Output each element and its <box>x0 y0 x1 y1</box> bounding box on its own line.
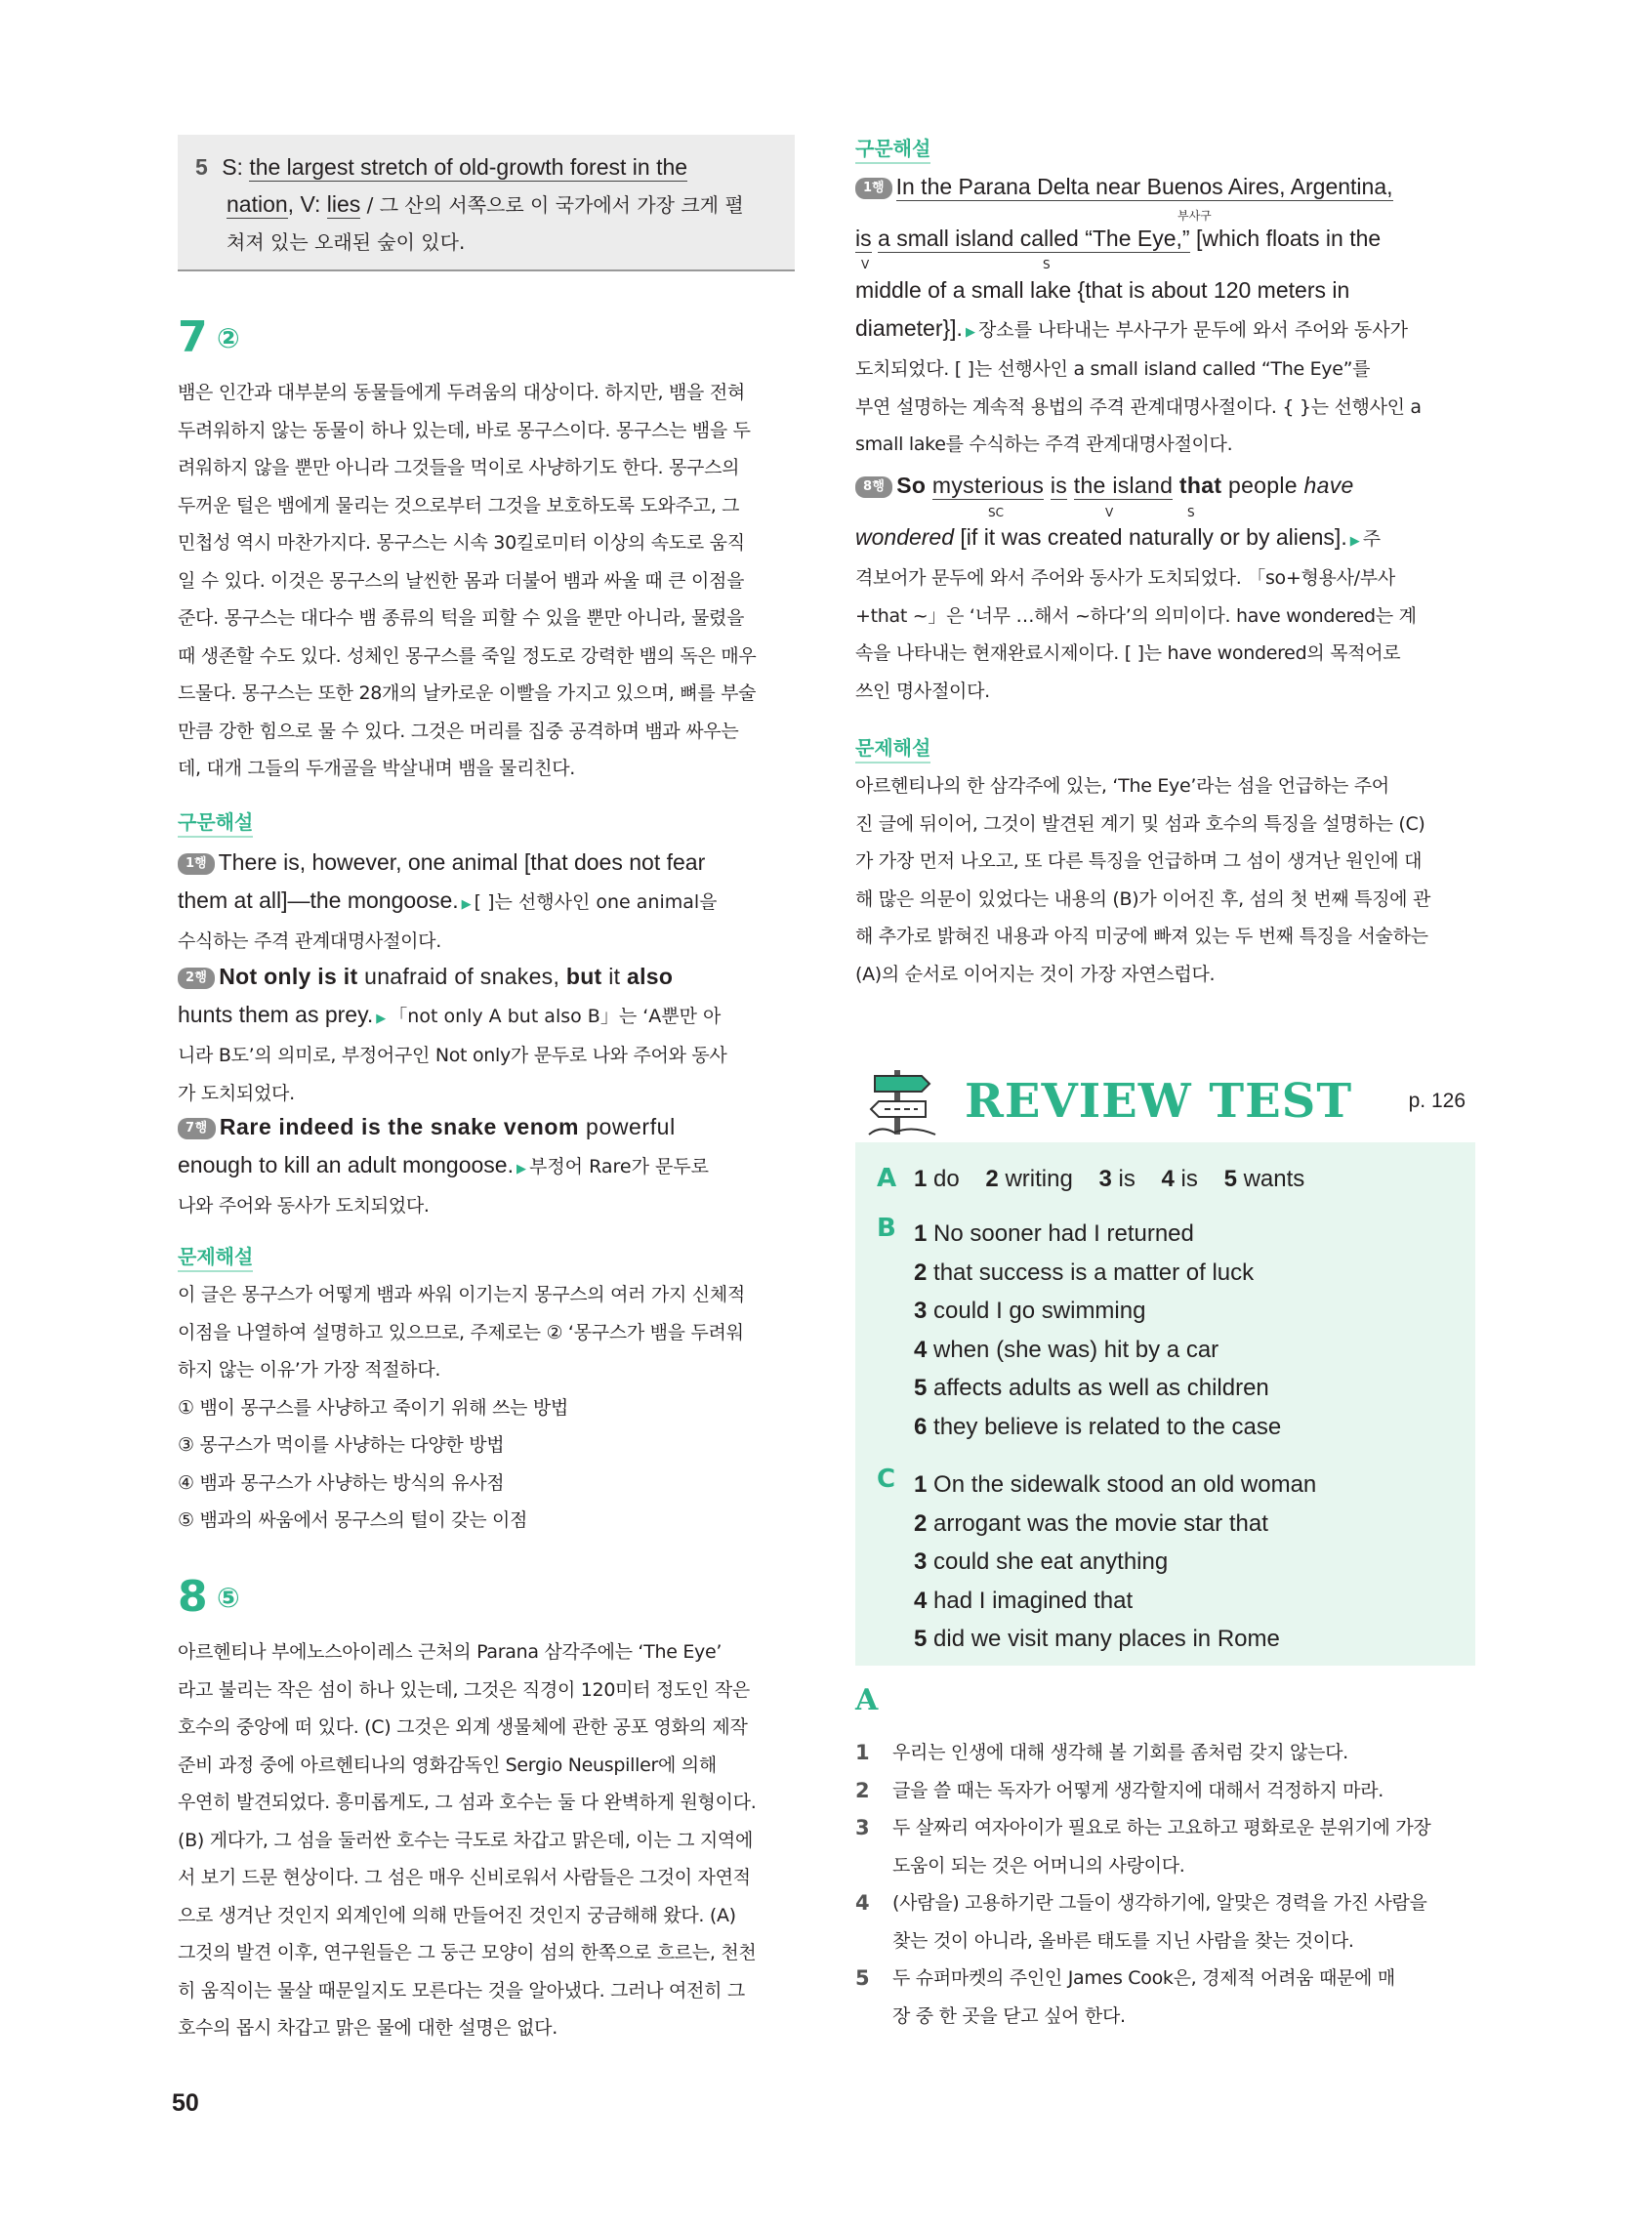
verb-label: V <box>1105 506 1114 519</box>
answer-mark: ⑤ <box>217 1582 240 1614</box>
plain-phrase: [which floats in the <box>1189 226 1382 251</box>
grammar-explanation-line: 속을 나타내는 현재완료시제이다. [ ]는 have wondered의 목적어로 <box>855 642 1401 664</box>
answer-list-c <box>914 1465 1316 1659</box>
explanation-line: 해 많은 의문이 있었다는 내용의 (B)가 이어진 후, 섬의 첫 번째 특징에 관 <box>855 887 1431 910</box>
answer-list-b <box>914 1215 1281 1446</box>
line-tag: 2행 <box>178 968 215 989</box>
triangle-icon: ▶ <box>965 324 975 339</box>
paragraph-line: 우연히 발견되었다. 흥미롭게도, 그 섬과 호수는 둘 다 완벽하게 원형이다. <box>178 1792 757 1813</box>
answer-item: 1 No sooner had I returned <box>914 1220 1194 1247</box>
answer-mark: ② <box>217 322 240 354</box>
explanation-line: 아르헨티나의 한 삼각주에 있는, ‘The Eye’라는 섬을 언급하는 주어 <box>855 775 1389 797</box>
line-tag: 1행 <box>855 178 892 199</box>
problem-section-title <box>855 734 930 764</box>
answer-item: 1 On the sidewalk stood an old woman <box>914 1471 1317 1498</box>
grammar-sentence-end: enough to kill an adult mongoose. <box>178 1152 514 1177</box>
signpost-icon <box>861 1066 941 1138</box>
paragraph-line: 준비 과정 중에 아르헨티나의 영화감독인 Sergio Neuspiller에 의해 <box>178 1754 717 1776</box>
translation-item: 5 두 슈퍼마켓의 주인인 James Cook은, 경제적 어려움 때문에 매 장 중 한 곳을 닫고 싶어 한다. <box>855 1966 1395 2027</box>
bold-word: So <box>896 473 927 498</box>
line-tag: 1행 <box>178 853 215 875</box>
paragraph-line: 두려워하지 않는 동물이 하나 있는데, 바로 몽구스이다. 몽구스는 뱀을 두 <box>178 419 751 441</box>
grammar-explanation: [ ]는 선행사인 one animal을 <box>474 891 718 913</box>
option-item: ③ 몽구스가 먹이를 사냥하는 다양한 방법 <box>178 1434 505 1456</box>
grammar-sentence-end: diameter}]. <box>855 315 963 341</box>
section-letter: A <box>877 1164 897 1193</box>
phrase-label: 부사구 <box>1177 209 1212 223</box>
item-number: 1 <box>914 1166 928 1192</box>
review-page-ref: p. 126 <box>1408 1090 1466 1112</box>
section-a <box>855 1681 1475 2035</box>
question-number: 8 <box>178 1572 208 1622</box>
subject-label: S: <box>222 154 243 180</box>
translation-item: 4 (사람을) 고용하기란 그들이 생각하기에, 알맞은 경력을 가진 사람을 찾는 것이 아니라, 올바른 태도를 지닌 사람을 찾는 것이다. <box>855 1891 1427 1952</box>
option-item: ① 뱀이 몽구스를 사냥하고 죽이기 위해 쓰는 방법 <box>178 1396 568 1419</box>
answer-item: 4 had I imagined that <box>914 1587 1134 1614</box>
answer-item: 3 could she eat anything <box>914 1548 1169 1575</box>
problem-explanation <box>178 1276 795 1540</box>
grammar-explanation-line: 격보어가 문두에 와서 주어와 동사가 도치되었다. 「so+형용사/부사 <box>855 567 1395 589</box>
paragraph-line: 서 보기 드문 현상이다. 그 섬은 매우 신비로워서 사람들은 그것이 자연적 <box>178 1867 751 1888</box>
verb-label: , V: <box>287 191 321 217</box>
paragraph-line: (B) 게다가, 그 섬을 둘러싼 호수는 극도로 차갑고 맑은데, 이는 그 지역에 <box>178 1829 754 1851</box>
triangle-icon: ▶ <box>376 1011 387 1025</box>
translation-item: 1 우리는 인생에 대해 생각해 볼 기회를 좀처럼 갖지 않는다. <box>855 1741 1348 1764</box>
bold-word: that <box>1178 473 1222 498</box>
grammar-note-r1 <box>855 168 1475 464</box>
problem-title: 문제해설 <box>178 1243 253 1272</box>
explanation-line: 가 가장 먼저 나오고, 또 다른 특징을 언급하며 그 섬이 생겨난 원인에 대 <box>855 850 1423 872</box>
subject-phrase: a small island called “The Eye,” <box>878 226 1190 251</box>
grammar-explanation-line: 수식하는 주격 관계대명사절이다. <box>178 930 441 952</box>
question-7-paragraph <box>178 374 795 788</box>
translation-item: 2 글을 쓸 때는 독자가 어떻게 생각할지에 대해서 걱정하지 마라. <box>855 1778 1384 1802</box>
grammar-note-r2 <box>855 467 1475 710</box>
review-answers-box <box>855 1142 1475 1666</box>
question-8-paragraph <box>178 1633 795 2047</box>
option-item: ④ 뱀과 몽구스가 사냥하는 방식의 유사점 <box>178 1471 505 1494</box>
answer-item: 2 that success is a matter of luck <box>914 1259 1255 1286</box>
grammar-explanation-line: 니라 B도’의 의미로, 부정어구인 Not only가 문두로 나와 주어와 동사 <box>178 1045 727 1066</box>
verb-word: lies <box>326 191 361 217</box>
grammar-explanation-line: 쓰인 명사절이다. <box>855 680 990 702</box>
answer-item: 2 arrogant was the movie star that <box>914 1509 1268 1537</box>
answer-item: 4 when (she was) hit by a car <box>914 1336 1219 1363</box>
bold-phrase: Not only is it <box>219 964 358 989</box>
grammar-explanation-line: 부연 설명하는 계속적 용법의 주격 관계대명사절이다. { }는 선행사인 a <box>855 395 1422 418</box>
translation-item: 3 두 살짜리 여자아이가 필요로 하는 고요하고 평화로운 분위기에 가장 도움이 되는 것은 어머니의 사랑이다. <box>855 1816 1431 1877</box>
explanation-line: 이점을 나열하여 설명하고 있으므로, 주제로는 ② ‘몽구스가 뱀을 두려워 <box>178 1321 744 1343</box>
section-letter: C <box>877 1465 896 1494</box>
grammar-explanation: 주 <box>1362 528 1382 550</box>
explanation-line: 해 추가로 밝혀진 내용과 아직 미궁에 빠져 있는 두 번째 특징을 서술하는 <box>855 926 1428 947</box>
plain-phrase: it <box>601 964 628 989</box>
grammar-explanation: 「not only A but also B」는 ‘A뿐만 아 <box>389 1006 722 1027</box>
subject-phrase-end: nation <box>227 191 288 217</box>
item-number: 3 <box>1098 1166 1112 1192</box>
review-test-header <box>855 1064 1475 1144</box>
paragraph-line: 일 수 있다. 이것은 몽구스의 날씬한 몸과 더불어 뱀과 싸울 때 큰 이점을 <box>178 569 745 592</box>
item-number: 4 <box>1161 1166 1175 1192</box>
paragraph-line: 준다. 몽구스는 대다수 뱀 종류의 턱을 피할 수 있을 뿐만 아니라, 물렸을 <box>178 607 745 629</box>
verb-word: is <box>1050 473 1068 498</box>
explanation-line: 진 글에 뒤이어, 그것이 발견된 계기 및 섬과 호수의 특징을 설명하는 (C) <box>855 812 1425 835</box>
grammar-sentence-end: hunts them as prey. <box>178 1002 374 1027</box>
paragraph-line: 데, 대개 그들의 두개골을 박살내며 뱀을 물리친다. <box>178 758 575 779</box>
answer-item: 6 they believe is related to the case <box>914 1413 1282 1440</box>
complement-label: SC <box>988 506 1004 519</box>
explanation-line: 이 글은 몽구스가 어떻게 뱀과 싸워 이기는지 몽구스의 여러 가지 신체적 <box>178 1284 745 1305</box>
paragraph-line: 히 움직이는 물살 때문일지도 모른다는 것을 알아냈다. 그러나 여전히 그 <box>178 1979 745 2002</box>
question-number: 7 <box>178 312 208 362</box>
note-line-1 <box>195 148 687 186</box>
adverb-phrase: In the Parana Delta near Buenos Aires, Argentina, <box>895 174 1393 199</box>
problem-section-title <box>178 1243 253 1272</box>
verb-word: is <box>855 226 872 251</box>
grammar-explanation-line: 도치되었다. [ ]는 선행사인 a small island called “The Eye”를 <box>855 358 1371 380</box>
italic-word: have <box>1303 473 1354 498</box>
grammar-explanation: 장소를 나타내는 부사구가 문두에 와서 주어와 동사가 <box>977 319 1408 341</box>
page-number: 50 <box>172 2089 199 2117</box>
note-translation: / 그 산의 서쪽으로 이 국가에서 가장 크게 펼 <box>360 193 744 217</box>
paragraph-line: 두꺼운 털은 뱀에게 물리는 것으로부터 그것을 보호하도록 도와주고, 그 <box>178 494 740 516</box>
explanation-line: (A)의 순서로 이어지는 것이 가장 자연스럽다. <box>855 963 1216 985</box>
paragraph-line: 그것의 발견 이후, 연구원들은 그 둥근 모양이 섬의 한쪽으로 흐르는, 천천 <box>178 1942 757 1963</box>
answer-item: 3 could I go swimming <box>914 1298 1146 1324</box>
paragraph-line: 드물다. 몽구스는 또한 28개의 날카로운 이빨을 가지고 있으며, 뼈를 부술 <box>178 682 757 704</box>
paragraph-line: 뱀은 인간과 대부분의 동물들에게 두려움의 대상이다. 하지만, 뱀을 전혀 <box>178 382 745 403</box>
italic-word: wondered <box>855 524 955 550</box>
section-a-letter: A <box>855 1683 879 1717</box>
bold-phrase: but <box>565 964 602 989</box>
paragraph-line: 려워하지 않을 뿐만 아니라 그것들을 먹이로 사냥하기도 한다. 몽구스의 <box>178 457 740 478</box>
plain-phrase: powerful <box>579 1114 676 1139</box>
note-line-2 <box>227 186 744 225</box>
subject-phrase: the island <box>1073 473 1174 498</box>
grammar-sentence: There is, however, one animal [that does not fear <box>218 849 706 875</box>
grammar-sentence-end: them at all]—the mongoose. <box>178 887 459 913</box>
answer-text: do <box>933 1166 960 1192</box>
paragraph-line: 만큼 강한 힘으로 물 수 있다. 그것은 머리를 집중 공격하며 뱀과 싸우는 <box>178 720 739 742</box>
grammar-explanation-line: small lake를 수식하는 주격 관계대명사절이다. <box>855 433 1233 455</box>
paragraph-line: 호수의 중앙에 떠 있다. (C) 그것은 외계 생물체에 관한 공포 영화의 제작 <box>178 1716 748 1738</box>
explanation-line: 하지 않는 이유’가 가장 적절하다. <box>178 1359 441 1381</box>
triangle-icon: ▶ <box>461 896 472 911</box>
item-number: 5 <box>1223 1166 1237 1192</box>
grammar-section-title <box>855 135 930 164</box>
answer-text: is <box>1180 1166 1198 1192</box>
grammar-explanation-line: +that ~」은 ‘너무 …해서 ~하다’의 의미이다. have wondered는 계 <box>855 604 1417 627</box>
grammar-explanation: 부정어 Rare가 문두로 <box>528 1156 710 1177</box>
grammar-sentence: middle of a small lake {that is about 120 meters in <box>855 277 1350 303</box>
subject-phrase: the largest stretch of old-growth forest in the <box>249 154 688 180</box>
answer-item: 5 affects adults as well as children <box>914 1375 1269 1401</box>
grammar-note-2 <box>178 958 795 1112</box>
answer-row-a <box>914 1166 1304 1193</box>
answer-text: wants <box>1243 1166 1305 1192</box>
note-box <box>178 135 795 271</box>
answer-item: 5 did we visit many places in Rome <box>914 1626 1280 1652</box>
plain-phrase: unafraid of snakes, <box>357 964 566 989</box>
answer-text: writing <box>1005 1166 1073 1192</box>
paragraph-line: 때 생존할 수도 있다. 성체인 몽구스를 죽일 정도로 강력한 뱀의 독은 매우 <box>178 644 757 667</box>
note-line-3: 쳐져 있는 오래된 숲이 있다. <box>227 230 466 254</box>
verb-label: V <box>861 258 870 271</box>
note-number: 5 <box>195 154 208 180</box>
grammar-note-3 <box>178 1108 795 1225</box>
complement-phrase: mysterious <box>931 473 1045 498</box>
paragraph-line: 호수의 몹시 차갑고 맑은 물에 대한 설명은 없다. <box>178 2017 558 2039</box>
paragraph-line: 으로 생겨난 것인지 외계인에 의해 만들어진 것인지 궁금해해 왔다. (A) <box>178 1904 736 1926</box>
paragraph-line: 아르헨티나 부에노스아이레스 근처의 Parana 삼각주에는 ‘The Eye’ <box>178 1641 723 1663</box>
problem-title: 문제해설 <box>855 734 930 764</box>
triangle-icon: ▶ <box>1349 533 1360 548</box>
item-number: 2 <box>985 1166 999 1192</box>
subject-label: S <box>1043 258 1051 271</box>
option-item: ⑤ 뱀과의 싸움에서 몽구스의 털이 갖는 이점 <box>178 1509 528 1531</box>
line-tag: 8행 <box>855 476 892 498</box>
grammar-note-1 <box>178 844 795 961</box>
paragraph-line: 민첩성 역시 마찬가지다. 몽구스는 시속 30킬로미터 이상의 속도로 움직 <box>178 532 745 554</box>
paragraph-line: 라고 불리는 작은 섬이 하나 있는데, 그것은 직경이 120미터 정도인 작은 <box>178 1678 750 1701</box>
subject-label: S <box>1187 506 1195 519</box>
section-letter: B <box>877 1214 896 1243</box>
line-tag: 7행 <box>178 1118 216 1139</box>
plain-phrase: [if it was created naturally or by aliens]. <box>954 524 1347 550</box>
grammar-section-title <box>178 808 253 838</box>
grammar-explanation-line: 가 도치되었다. <box>178 1082 295 1104</box>
triangle-icon: ▶ <box>516 1161 526 1176</box>
grammar-title: 구문해설 <box>855 135 930 164</box>
bold-phrase: also <box>627 964 674 989</box>
bold-phrase: Rare indeed is the snake venom <box>219 1114 580 1139</box>
review-title: REVIEW TEST <box>965 1074 1353 1129</box>
problem-explanation <box>855 767 1475 993</box>
plain-phrase: people <box>1221 473 1304 498</box>
grammar-title: 구문해설 <box>178 808 253 838</box>
grammar-explanation-line: 나와 주어와 동사가 도치되었다. <box>178 1195 430 1217</box>
answer-text: is <box>1118 1166 1136 1192</box>
